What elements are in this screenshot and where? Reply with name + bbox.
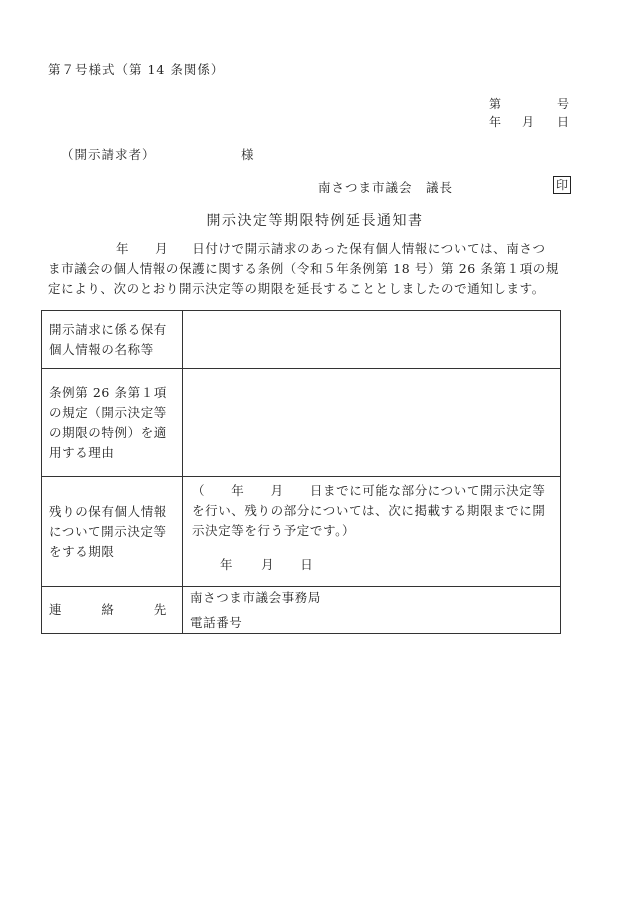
row-value-contact — [183, 587, 561, 634]
number-suffix: 号 — [556, 97, 569, 111]
body-line-1 — [48, 239, 578, 259]
contact-phone: 電話番号 — [190, 615, 243, 630]
deadline-year: 年 — [220, 557, 234, 572]
body-date-year: 年 — [116, 241, 130, 256]
date-day: 日 — [556, 115, 569, 129]
requester-honorific: 様 — [241, 147, 255, 162]
requester-label: （開示請求者） — [61, 147, 156, 162]
body-line-3: 定により、次のとおり開示決定等の期限を延長することとしましたので通知します。 — [48, 281, 545, 296]
deadline-day: 日 — [300, 557, 314, 572]
form-number: 第７号様式（第 14 条関係） — [48, 62, 225, 77]
details-table — [41, 310, 561, 634]
sender-name: 南さつま市議会 議長 — [318, 180, 454, 195]
notice-body — [48, 239, 578, 299]
number-label: 第 — [489, 97, 502, 111]
date-year: 年 — [489, 115, 502, 129]
table-row — [42, 587, 561, 634]
date-month: 月 — [522, 115, 535, 129]
table-row — [42, 477, 561, 587]
body-line-2: ま市議会の個人情報の保護に関する条例（令和５年条例第 18 号）第 26 条第１項の規 — [48, 261, 560, 276]
row-label-contact: 連 絡 先 — [42, 587, 183, 634]
row-label-reason: 条例第 26 条第１項の規定（開示決定等の期限の特例）を適用する理由 — [42, 369, 183, 477]
seal-mark: 印 — [553, 176, 571, 194]
deadline-note: （ 年 月 日までに可能な部分について開示決定等を行い、残りの部分については、次に掲載する期限までに開示決定等を行う予定です。） — [192, 483, 546, 538]
document-date — [489, 113, 569, 129]
document-number — [489, 95, 569, 111]
table-row — [42, 311, 561, 369]
deadline-month: 月 — [261, 557, 275, 572]
body-date-month: 月 — [155, 241, 169, 256]
row-value-deadline — [183, 477, 561, 587]
row-value-info-name — [183, 311, 561, 369]
table-row — [42, 369, 561, 477]
body-line-1-text: 日付けで開示請求のあった保有個人情報については、南さつ — [192, 241, 546, 256]
row-label-info-name: 開示請求に係る保有個人情報の名称等 — [42, 311, 183, 369]
row-value-reason — [183, 369, 561, 477]
row-label-deadline: 残りの保有個人情報について開示決定等をする期限 — [42, 477, 183, 587]
contact-office: 南さつま市議会事務局 — [190, 590, 322, 605]
document-title: 開示決定等期限特例延長通知書 — [206, 213, 424, 229]
deadline-date — [190, 555, 553, 575]
